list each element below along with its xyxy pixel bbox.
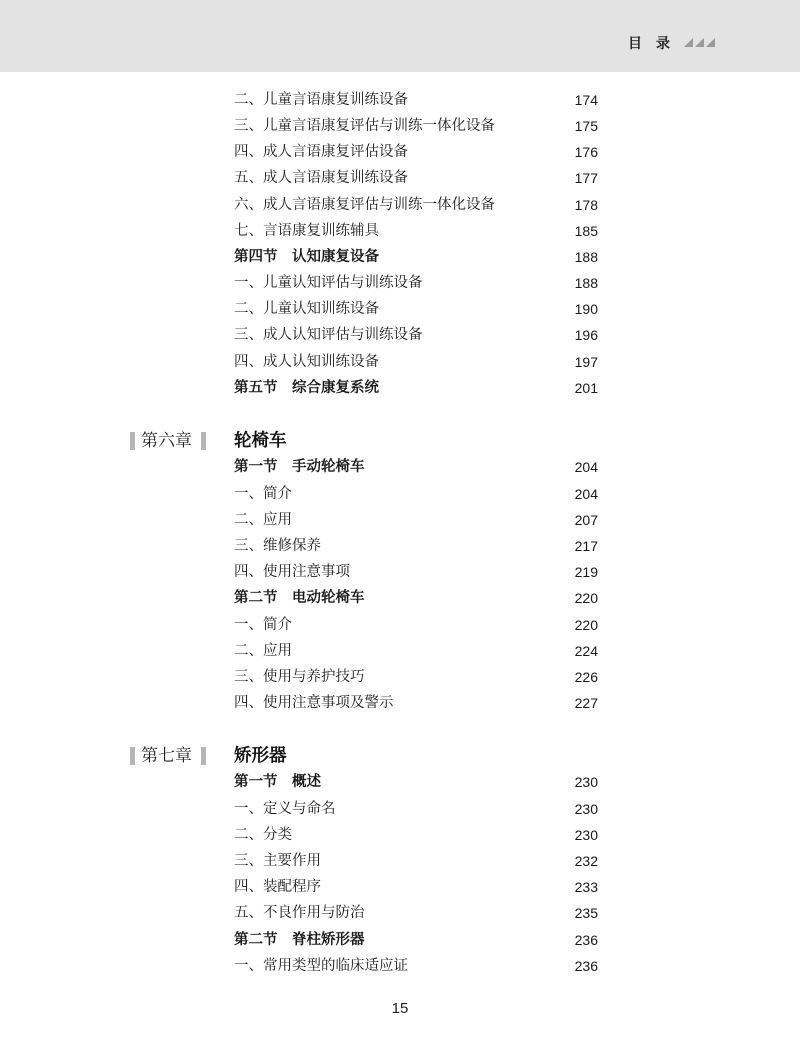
toc-entry-title: 三、使用与养护技巧 [234, 669, 365, 685]
toc-entry[interactable] [0, 664, 800, 690]
toc-entry-title: 二、儿童认知训练设备 [234, 301, 379, 317]
toc-entry[interactable] [0, 349, 800, 375]
toc-entry-page: 204 [574, 486, 598, 502]
toc-entry[interactable] [0, 87, 800, 113]
toc-entry-page: 201 [574, 380, 598, 396]
toc-entry-title: 一、简介 [234, 486, 292, 502]
page-number: 15 [391, 1000, 409, 1017]
toc-entry-page: 190 [574, 301, 598, 317]
toc-entry-title: 三、成人认知评估与训练设备 [234, 327, 423, 343]
toc-section-title: 第一节 概述 [234, 774, 321, 790]
toc-entry-title: 四、使用注意事项及警示 [234, 695, 394, 711]
toc-entry-title: 六、成人言语康复评估与训练一体化设备 [234, 197, 495, 213]
toc-entry-page: 197 [574, 354, 598, 370]
toc-entry[interactable] [0, 270, 800, 296]
toc-entry[interactable] [0, 322, 800, 348]
toc-entry-page: 226 [574, 669, 598, 685]
toc-entry[interactable] [0, 559, 800, 585]
toc-entry-page: 219 [574, 564, 598, 580]
toc-entry-title: 三、儿童言语康复评估与训练一体化设备 [234, 118, 495, 134]
toc-entry-page: 230 [574, 827, 598, 843]
toc-section-title: 第五节 综合康复系统 [234, 380, 379, 396]
toc-entry-page: 233 [574, 879, 598, 895]
chapter-heading[interactable] [0, 424, 800, 458]
toc-entry-page: 236 [574, 932, 598, 948]
toc-entry-page: 177 [574, 170, 598, 186]
toc-section[interactable] [0, 585, 800, 611]
chapter-heading[interactable] [0, 739, 800, 773]
toc-entry-page: 232 [574, 853, 598, 869]
toc-entry-page: 220 [574, 590, 598, 606]
chapter-title: 轮椅车 [234, 431, 287, 451]
toc-section-title: 第二节 脊柱矫形器 [234, 932, 365, 948]
toc-entry[interactable] [0, 822, 800, 848]
toc-entry[interactable] [0, 481, 800, 507]
toc-entry-title: 一、定义与命名 [234, 801, 336, 817]
toc-entry[interactable] [0, 139, 800, 165]
toc-entry-page: 230 [574, 801, 598, 817]
toc-section-title: 第二节 电动轮椅车 [234, 590, 365, 606]
toc-entry[interactable] [0, 507, 800, 533]
toc-entry[interactable] [0, 848, 800, 874]
toc-entry-title: 五、不良作用与防治 [234, 905, 365, 921]
toc-entry-page: 220 [574, 617, 598, 633]
toc-section[interactable] [0, 769, 800, 795]
chapter-title: 矫形器 [234, 746, 287, 766]
toc-entry-title: 四、装配程序 [234, 879, 321, 895]
toc-section[interactable] [0, 927, 800, 953]
toc-entry-page: 188 [574, 275, 598, 291]
toc-section[interactable] [0, 454, 800, 480]
toc-entry[interactable] [0, 638, 800, 664]
toc-entry[interactable] [0, 218, 800, 244]
chapter-bar-left [130, 747, 135, 765]
chapter-label: 第七章 [141, 746, 192, 766]
toc-entry[interactable] [0, 165, 800, 191]
toc-entry-page: 176 [574, 144, 598, 160]
toc-entry-title: 四、成人言语康复评估设备 [234, 144, 408, 160]
toc-entry[interactable] [0, 533, 800, 559]
toc-entry-title: 七、言语康复训练辅具 [234, 223, 379, 239]
toc-section[interactable] [0, 375, 800, 401]
triangle-marks-icon [684, 35, 716, 47]
toc-section-title: 第四节 认知康复设备 [234, 249, 379, 265]
toc-entry-title: 一、简介 [234, 617, 292, 633]
toc-entry-title: 五、成人言语康复训练设备 [234, 170, 408, 186]
toc-entry[interactable] [0, 953, 800, 979]
toc-entry-page: 204 [574, 459, 598, 475]
toc-entry-title: 三、主要作用 [234, 853, 321, 869]
toc-entry-page: 188 [574, 249, 598, 265]
toc-entry-page: 196 [574, 327, 598, 343]
header-title: 目录 [628, 36, 684, 52]
toc-entry-page: 175 [574, 118, 598, 134]
toc-entry[interactable] [0, 690, 800, 716]
toc-entry-page: 174 [574, 92, 598, 108]
toc-section[interactable] [0, 244, 800, 270]
chapter-bar-right [201, 432, 206, 450]
toc-entry-page: 235 [574, 905, 598, 921]
chapter-label: 第六章 [141, 431, 192, 451]
toc-entry[interactable] [0, 296, 800, 322]
toc-entry-page: 236 [574, 958, 598, 974]
toc-entry[interactable] [0, 612, 800, 638]
toc-entry-page: 224 [574, 643, 598, 659]
toc-entry-page: 207 [574, 512, 598, 528]
toc-entry-page: 185 [574, 223, 598, 239]
toc-entry-title: 二、儿童言语康复训练设备 [234, 92, 408, 108]
toc-entry-title: 二、应用 [234, 643, 292, 659]
chapter-bar-right [201, 747, 206, 765]
toc-entry-title: 三、维修保养 [234, 538, 321, 554]
toc-entry[interactable] [0, 192, 800, 218]
toc-entry-title: 一、常用类型的临床适应证 [234, 958, 408, 974]
toc-entry-title: 四、使用注意事项 [234, 564, 350, 580]
toc-entry-title: 二、应用 [234, 512, 292, 528]
toc-entry-page: 230 [574, 774, 598, 790]
toc-entry-page: 217 [574, 538, 598, 554]
toc-entry[interactable] [0, 796, 800, 822]
chapter-bar-left [130, 432, 135, 450]
toc-entry-page: 178 [574, 197, 598, 213]
toc-entry-title: 一、儿童认知评估与训练设备 [234, 275, 423, 291]
toc-entry-title: 二、分类 [234, 827, 292, 843]
toc-entry[interactable] [0, 900, 800, 926]
toc-entry[interactable] [0, 113, 800, 139]
toc-section-title: 第一节 手动轮椅车 [234, 459, 365, 475]
page-header [0, 0, 800, 72]
toc-entry-title: 四、成人认知训练设备 [234, 354, 379, 370]
toc-entry[interactable] [0, 874, 800, 900]
toc-entry-page: 227 [574, 695, 598, 711]
